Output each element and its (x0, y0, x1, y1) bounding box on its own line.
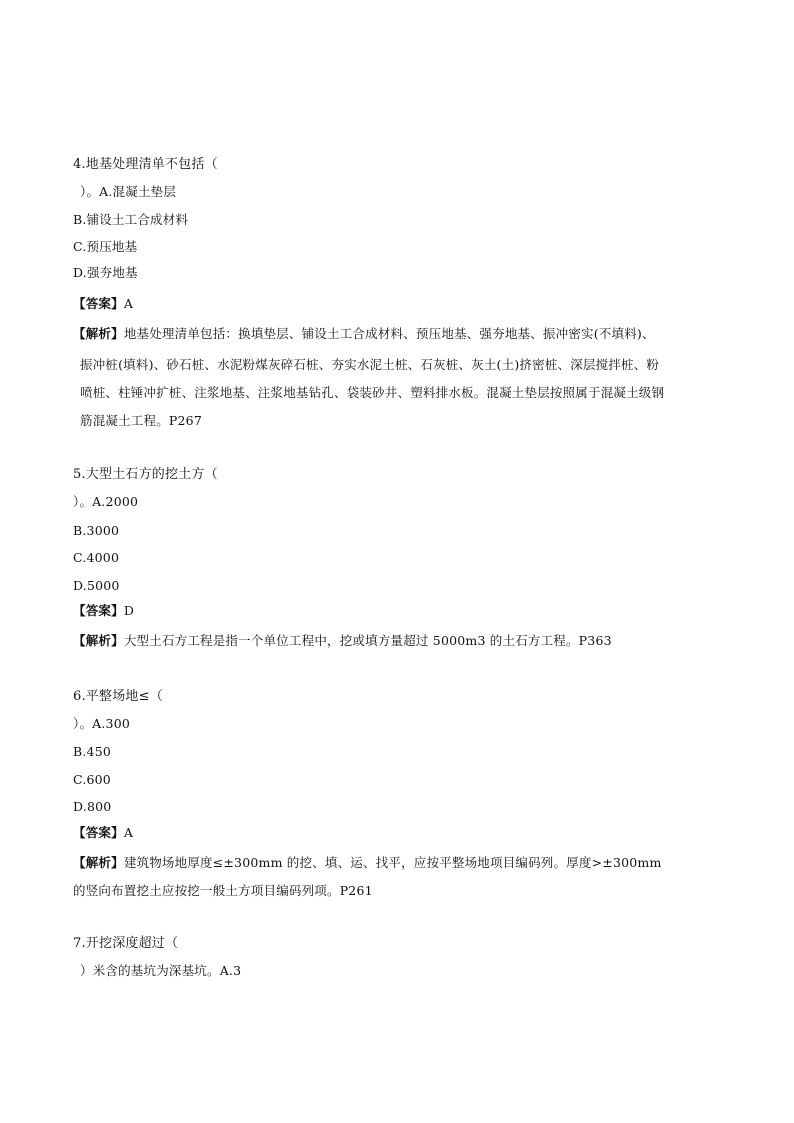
question-6-line-2: ）。A.300 (73, 716, 131, 731)
question-7-line-2: ）米含的基坑为深基坑。A.3 (80, 963, 242, 978)
question-5-analysis-line-1 (73, 633, 612, 649)
question-5-option-b: B.3000 (73, 523, 120, 538)
question-6-option-d: D.800 (73, 799, 112, 814)
question-4-answer (73, 296, 133, 312)
question-4-analysis-line-4: 筋混凝土工程。P267 (80, 413, 202, 428)
question-4-option-c: C.预压地基 (73, 239, 138, 254)
question-6-option-b: B.450 (73, 744, 112, 759)
answer-value: D (123, 603, 135, 618)
question-4-option-b: B.铺设土工合成材料 (73, 212, 189, 227)
question-6-option-c: C.600 (73, 772, 111, 787)
answer-value: A (123, 825, 134, 840)
answer-value: A (123, 296, 134, 311)
question-4-analysis-line-2: 振冲桩(填料)、砂石桩、水泥粉煤灰碎石桩、夯实水泥土桩、石灰桩、灰土(土)挤密桩、深层搅拌桩、粉 (80, 357, 660, 372)
question-5-answer (73, 603, 134, 619)
answer-label: 【答案】 (73, 825, 124, 840)
analysis-label: 【解析】 (73, 326, 124, 341)
analysis-text: 建筑物场地厚度≤±300mm 的挖、填、运、找平，应按平整场地项目编码列。厚度>±300mm (123, 855, 662, 870)
question-6-line-1: 6.平整场地≤（ (73, 689, 163, 704)
question-4-line-2: ）。A.混凝土垫层 (80, 184, 177, 199)
question-4-line-1: 4.地基处理清单不包括（ (73, 157, 218, 172)
question-6-analysis-line-2: 的竖向布置挖土应按挖一般土方项目编码列项。P261 (73, 883, 373, 898)
question-4-analysis-line-1 (73, 326, 655, 342)
question-7-line-1: 7.开挖深度超过（ (73, 936, 179, 951)
question-5-option-d: D.5000 (73, 578, 120, 593)
question-5-line-2: ）。A.2000 (73, 494, 139, 509)
question-5-option-c: C.4000 (73, 550, 120, 565)
analysis-text: 大型土石方工程是指一个单位工程中，挖或填方量超过 5000m3 的土石方工程。P363 (123, 633, 612, 648)
question-4-option-d: D.强夯地基 (73, 265, 138, 280)
analysis-label: 【解析】 (73, 633, 124, 648)
answer-label: 【答案】 (73, 296, 124, 311)
analysis-text: 地基处理清单包括：换填垫层、铺设土工合成材料、预压地基、强夯地基、振冲密实(不填料)、 (123, 326, 655, 341)
question-5-line-1: 5.大型土石方的挖土方（ (73, 467, 218, 482)
question-6-answer (73, 825, 133, 841)
answer-label: 【答案】 (73, 603, 124, 618)
question-6-analysis-line-1 (73, 855, 662, 871)
analysis-label: 【解析】 (73, 855, 124, 870)
question-4-analysis-line-3: 喷桩、柱锤冲扩桩、注浆地基、注浆地基钻孔、袋装砂井、塑料排水板。混凝土垫层按照属于混凝土级钢 (80, 385, 665, 400)
